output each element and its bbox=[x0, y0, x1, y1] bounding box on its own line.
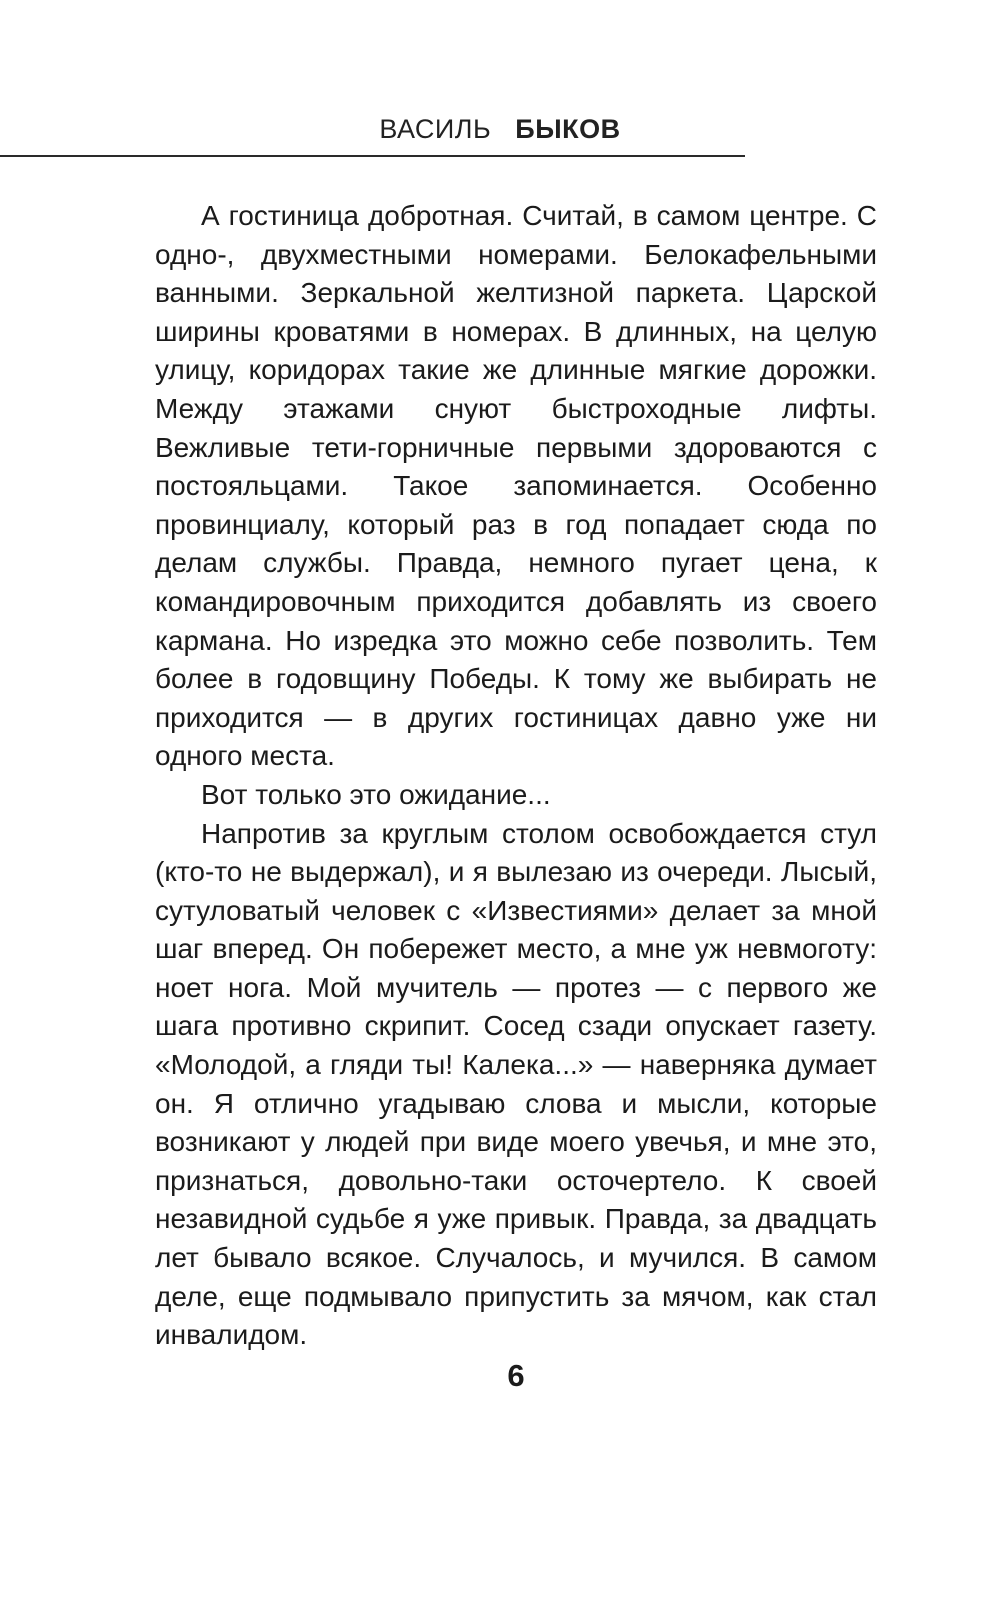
author-last-name: БЫКОВ bbox=[515, 114, 621, 144]
paragraph: Вот только это ожидание... bbox=[201, 778, 551, 810]
paragraph: А гостиница добротная. Считай, в самом центре. С одно-, двухместными номерами. Белокафельными ванными. Зеркальной желтизной паркета. Царской ширины кроватями в номерах. В длинных, на целую улицу, коридорах такие же длинные мягкие дорожки. Между этажами снуют быстроходные лифты. Вежливые тети-горничные первыми здороваются с постояльцами. Такое запоминается. Особенно провинциалу, который раз в год попадает сюда по делам службы. Правда, немного пугает цена, к командировочным приходится добавлять из своего кармана. Но изредка это можно себе позволить. Тем более в годовщину Победы. К тому же выбирать не приходится — в других гостиницах давно уже ни одного места. bbox=[155, 200, 877, 772]
author-name-space bbox=[499, 114, 507, 144]
paragraph: Напротив за круглым столом освобождается стул (кто-то не выдержал), и я вылезаю из очереди. Лысый, сутуловатый человек с «Известиями» делает за мной шаг вперед. Он побережет место, а мне уж невмоготу: ноет нога. Мой мучитель — протез — с первого же шага противно скрипит. Сосед сзади опускает газету. «Молодой, а гляди ты! Калека...» — наверняка думает он. Я отлично угадываю слова и мысли, которые возникают у людей при виде моего увечья, и мне это, признаться, довольно-таки осточертело. К своей незавидной судьбе я уже привык. Правда, за двадцать лет бывало всякое. Случалось, и мучился. В самом деле, еще подмывало припустить за мячом, как стал инвалидом. bbox=[155, 817, 877, 1351]
running-head bbox=[0, 114, 1000, 145]
body-text bbox=[155, 197, 877, 1355]
header-rule bbox=[0, 155, 745, 157]
author-first-name: ВАСИЛЬ bbox=[379, 114, 492, 144]
page-number: 6 bbox=[507, 1358, 525, 1393]
